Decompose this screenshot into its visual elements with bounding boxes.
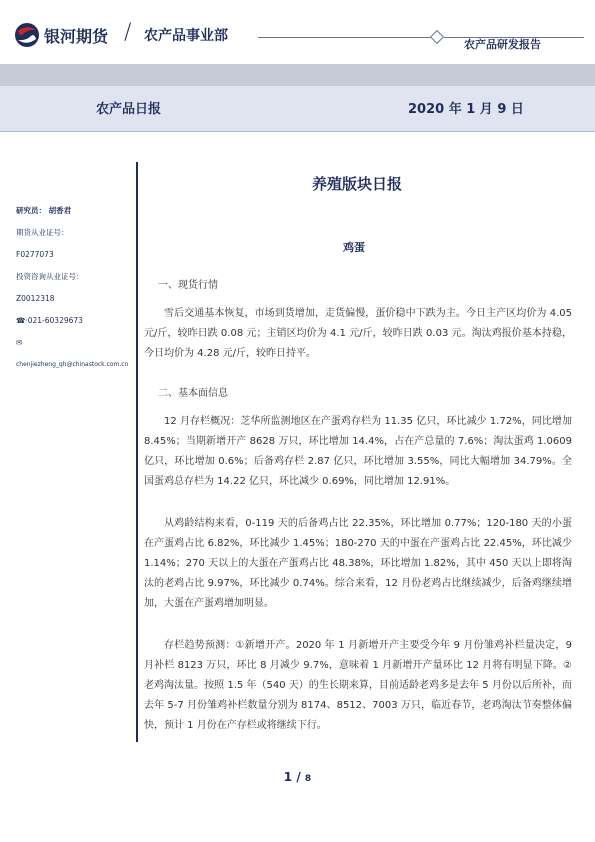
- paragraph-forecast: 存栏趋势预测：①新增开产。2020 年 1 月新增开产主要受今年 9 月份雏鸡补栏量决定，9 月补栏 8123 万只，环比 8 月减少 9.7%，意味着 1 月新增开产量环比 12 月将有明显下降。②老鸡淘汰量。按照 1.5 年（540 天）的生长期来算，目前适龄老鸡多是去年 5 月份以后所补，而去年 5-7 月份雏鸡补栏数量分别为 8174、8512、7003 万只，临近春节，老鸡淘汰节奏整体偏快，预计 1 月份在产存栏或将继续下行。: [144, 640, 572, 731]
- header-rule: [258, 37, 432, 38]
- analyst-sidebar: [16, 205, 134, 381]
- company-name: 银河期货: [44, 27, 109, 46]
- futures-license-label: 期货从业证号：: [16, 228, 69, 237]
- email-icon: ✉: [16, 338, 23, 347]
- paragraph-age-structure: 从鸡龄结构来看，0-119 天的后备鸡占比 22.35%，环比增加 0.77%；120-180 天的小蛋在产蛋鸡占比 6.82%，环比减少 1.45%；180-270 天的中蛋在产蛋鸡占比 22.45%，环比减少 1.14%；270 天以上的大蛋在产蛋鸡占比 48.38%，环比增加 1.82%，其中 450 天以上即将淘汰的老鸡占比 9.97%，环比减少 0.74%。综合来看，12 月份老鸡占比继续减少，后备鸡继续增加，大蛋在产蛋鸡增加明显。: [144, 518, 572, 609]
- diamond-icon: [430, 30, 444, 44]
- report-date: 2020 年 1 月 9 日: [408, 102, 524, 117]
- page-separator: /: [296, 770, 301, 784]
- department-name: 农产品事业部: [144, 28, 228, 44]
- grey-band: [0, 64, 595, 86]
- current-page: 1: [283, 770, 293, 784]
- paragraph-inventory: 12 月存栏概况：芝华所监测地区在产蛋鸡存栏为 11.35 亿只，环比减少 1.72%，同比增加 8.45%；当期新增开产 8628 万只，环比增加 14.4%，占在产总量的 7.6%；淘汰蛋鸡 1.0609 亿只，环比增加 0.6%；后备鸡存栏 2.87 亿只，环比增加 3.55%，同比大幅增加 34.79%。全国蛋鸡总存栏为 14.22 亿只，环比减少 0.69%，同比增加 12.91%。: [144, 416, 572, 487]
- document-title: 养殖版块日报: [312, 175, 403, 193]
- report-type: 农产品日报: [96, 102, 162, 117]
- logo-divider: /: [124, 20, 132, 45]
- section-heading-spot: 一、现货行情: [158, 280, 218, 291]
- section-heading-fundamentals: 二、基本面信息: [158, 388, 228, 399]
- galaxy-logo-icon: [14, 22, 40, 48]
- paragraph-spot-market: 雪后交通基本恢复，市场到货增加，走货偏慢，蛋价稳中下跌为主。今日主产区均价为 4.05 元/斤，较昨日跌 0.08 元；主销区均价为 4.1 元/斤，较昨日跌 0.03 元。淘汰鸡报价基本持稳，今日均价为 4.28 元/斤，较昨日持平。: [144, 308, 572, 359]
- page-number: [0, 770, 595, 784]
- page-header: [0, 0, 595, 64]
- report-series: 农产品研发报告: [464, 38, 541, 51]
- email-link[interactable]: chenjiezheng_qh@chinastock.com.cn: [16, 361, 129, 368]
- phone-number: ☎·021-60329673: [16, 316, 83, 325]
- document-subtitle: 鸡蛋: [343, 241, 365, 254]
- sidebar-divider: [136, 162, 138, 742]
- invest-license-label: 投资咨询从业证号：: [16, 272, 84, 281]
- futures-license: F0277073: [16, 250, 54, 259]
- invest-license: Z0012318: [16, 294, 55, 303]
- total-pages: 8: [304, 774, 312, 784]
- researcher-name: 研究员： 胡香君: [16, 206, 72, 215]
